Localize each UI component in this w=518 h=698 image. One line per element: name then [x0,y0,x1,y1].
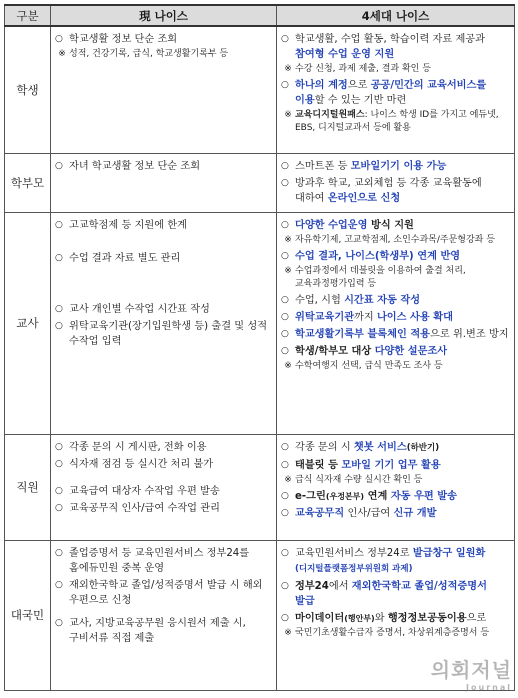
list-item: ○ 교육급여 대상자 수작업 우편 발송 [55,485,220,497]
current-cell [51,434,277,540]
new-cell [277,434,515,540]
header-4th-gen-neis: 4세대 나이스 [277,5,515,26]
category-label: 학생 [5,26,51,153]
list-item: ○ 마이데이터(행안부)와 행정정보공동이용으로 [281,612,487,624]
list-item: ○ 수업 결과, 나이스(학생부) 연계 반영 [281,250,461,262]
list-item: ○ 학교생활, 수업 활동, 학습이력 자료 제공과 참여형 수업 운영 지원 [281,34,485,60]
row-student [5,26,515,153]
list-item: ○ 재외한국학교 졸업/성적증명서 발급 시 해외 우편으로 신청 [55,579,263,606]
list-item: ○ 교육공무직 인사/급여 수작업 관리 [55,502,220,514]
list-item: ○ 수업, 시험 시간표 자동 작성 [281,294,421,306]
list-item: ○ 방과후 학교, 교외체험 등 각종 교육활동에 대하여 온라인으로 신청 [281,177,482,204]
list-item: ○ 교육공무직 인사/급여 신규 개발 [281,507,437,519]
current-cell [51,212,277,434]
list-item: ○ 태블릿 등 모바일 기기 업무 활용 [281,459,441,471]
current-cell [51,26,277,153]
list-item: ○ 스마트폰 등 모바일기기 이용 가능 [281,160,447,172]
category-label: 대국민 [5,540,51,690]
watermark-logo [431,654,512,692]
list-item: ○ 교사, 지방교육공무원 응시원서 제출 시, 구비서류 직접 제출 [55,617,246,644]
new-cell [277,26,515,153]
note-item: ※ 급식 식자재 수량 실시간 확인 등 [284,474,423,485]
watermark-subtext: Journal [466,683,512,692]
header-current-neis: 現 나이스 [51,5,277,26]
list-item: ○ 다양한 수업운영 방식 지원 [281,219,414,231]
row-staff [5,434,515,540]
list-item: ○ 위탁교육기관(장기입원학생 등) 출결 및 성적 수작업 입력 [55,320,268,347]
watermark-text: 의회저널 [430,658,512,682]
list-item: ○ 자녀 학교생활 정보 단순 조회 [55,160,201,172]
header-category: 구분 [5,5,51,26]
note-item: ※ 자유학기제, 고교학점제, 소인수과목/주문형강좌 등 [284,234,495,245]
list-item: ○ 하나의 계정으로 공공/민간의 교육서비스를 이용할 수 있는 기반 마련 [281,80,487,106]
row-teacher [5,212,515,434]
note-item: ※ 성적, 건강기록, 급식, 학교생활기록부 등 [58,49,229,59]
list-item: ○ 고교학점제 등 지원에 한계 [55,219,187,231]
header-row [5,5,515,26]
list-item: ○ e-그린(우정본부) 연계 자동 우편 발송 [281,490,457,502]
current-cell [51,153,277,212]
category-label: 학부모 [5,153,51,212]
current-cell [51,540,277,690]
list-item: ○ 위탁교육기관까지 나이스 사용 확대 [281,311,453,323]
list-item: ○ 각종 문의 시 게시판, 전화 이용 [55,441,207,453]
list-item: ○ 수업 결과 자료 별도 관리 [55,252,181,264]
new-cell [277,212,515,434]
category-label: 직원 [5,434,51,540]
note-item: ※ 수업과정에서 데블릿을 이용하여 출결 처리, 교육과정평가입력 등 [284,265,466,289]
note-item: ※ 수강 신청, 과제 제출, 결과 확인 등 [284,64,431,74]
list-item: ○ 교육민원서비스 정부24로 발급창구 일원화 (디지털플랫폼정부위원회 과제) [281,547,486,574]
list-item: ○ 식자재 점검 등 실시간 처리 불가 [55,458,214,470]
note-item: ※ 수학여행지 선택, 급식 만족도 조사 등 [284,360,443,371]
list-item: ○ 학교생활기록부 블록체인 적용으로 위.변조 방지 [281,328,509,340]
list-item: ○ 정부24에서 재외한국학교 졸업/성적증명서 발급 [281,580,487,607]
new-cell [277,153,515,212]
list-item: ○ 학생/학부모 대상 다양한 설문조사 [281,345,448,357]
list-item: ○ 학교생활 정보 단순 조회 [55,34,178,45]
note-item: ※ 국민기초생활수급자 증명서, 차상위계층증명서 등 [284,627,490,638]
note-item: ※ 교육디지털원패스: 나이스 학생 ID를 가지고 에듀넷, EBS, 디지털교과서 등에 활용 [284,110,499,133]
category-label: 교사 [5,212,51,434]
list-item: ○ 각종 문의 시 챗봇 서비스(하반기) [281,441,440,453]
list-item: ○ 졸업증명서 등 교육민원서비스 정부24를 홈에듀민원 중복 운영 [55,547,250,574]
comparison-table [4,4,515,691]
row-parent [5,153,515,212]
list-item: ○ 교사 개인별 수작업 시간표 작성 [55,303,210,315]
